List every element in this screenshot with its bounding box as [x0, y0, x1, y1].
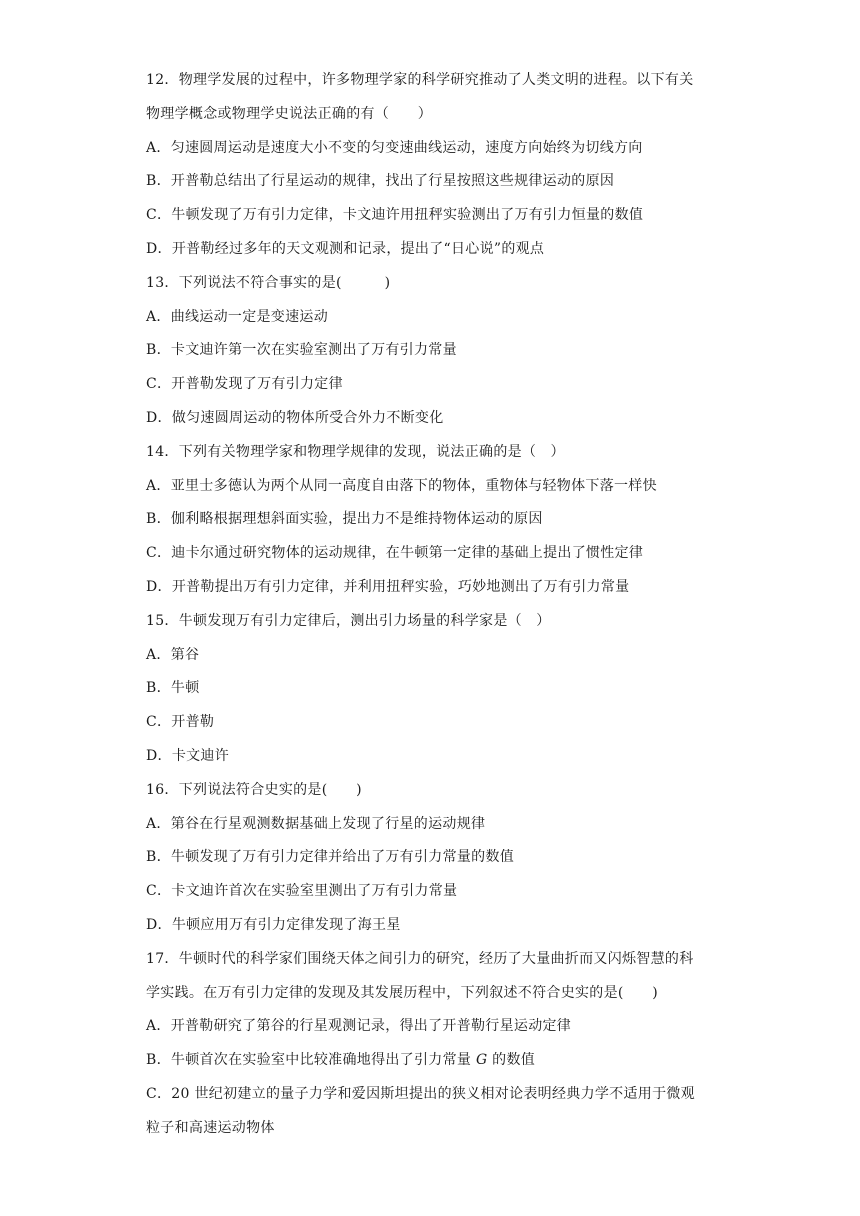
option-c-continued: 粒子和高速运动物体: [146, 1119, 275, 1136]
option-c: C．开普勒发现了万有引力定律: [146, 376, 343, 393]
option-a: A．曲线运动一定是变速运动: [146, 308, 329, 325]
question-13: [146, 267, 726, 436]
question-stem: 16．下列说法符合史实的是( ): [146, 781, 362, 798]
option-c: C．迪卡尔通过研究物体的运动规律，在牛顿第一定律的基础上提出了惯性定律: [146, 545, 644, 562]
option-d: D．开普勒经过多年的天文观测和记录，提出了“日心说”的观点: [146, 240, 545, 257]
option-d: D．牛顿应用万有引力定律发现了海王星: [146, 916, 401, 933]
option-c: C．卡文迪许首次在实验室里测出了万有引力常量: [146, 883, 458, 900]
question-stem-continued: 物理学概念或物理学史说法正确的有（ ）: [146, 105, 432, 122]
option-b-text: B．牛顿首次在实验室中比较准确地得出了引力常量: [146, 1052, 476, 1069]
option-a: A．亚里士多德认为两个从同一高度自由落下的物体，重物体与轻物体下落一样快: [146, 477, 657, 494]
question-17: [146, 943, 726, 1146]
option-a: A．第谷在行星观测数据基础上发现了行星的运动规律: [146, 815, 486, 832]
option-d: D．卡文迪许: [146, 747, 230, 764]
option-d: D．开普勒提出万有引力定律，并利用扭秤实验，巧妙地测出了万有引力常量: [146, 578, 630, 595]
option-d: D．做匀速圆周运动的物体所受合外力不断变化: [146, 409, 444, 426]
question-14: [146, 436, 726, 605]
question-stem: 12．物理学发展的过程中，许多物理学家的科学研究推动了人类文明的进程。以下有关: [146, 72, 694, 88]
question-16: [146, 774, 726, 943]
question-12: [146, 64, 726, 267]
question-15: [146, 605, 726, 774]
option-b: B．伽利略根据理想斜面实验，提出力不是维持物体运动的原因: [146, 511, 543, 528]
option-b: B．开普勒总结出了行星运动的规律，找出了行星按照这些规律运动的原因: [146, 173, 615, 190]
option-b: B．卡文迪许第一次在实验室测出了万有引力常量: [146, 342, 457, 359]
option-b-text-end: 的数值: [487, 1052, 536, 1069]
option-c: C．20 世纪初建立的量子力学和爱因斯坦提出的狭义相对论表明经典力学不适用于微观: [146, 1085, 695, 1102]
option-c: C．开普勒: [146, 714, 215, 731]
option-b: B．牛顿发现了万有引力定律并给出了万有引力常量的数值: [146, 849, 515, 866]
question-stem: 17．牛顿时代的科学家们围绕天体之间引力的研究，经历了大量曲折而又闪烁智慧的科: [146, 950, 694, 967]
option-b: [146, 1044, 726, 1078]
question-stem: 15．牛顿发现万有引力定律后，测出引力场量的科学家是（ ）: [146, 612, 551, 629]
question-stem: 13．下列说法不符合事实的是( ): [146, 274, 391, 291]
gravitational-constant-symbol: G: [475, 1052, 488, 1069]
option-a: A．第谷: [146, 646, 200, 663]
option-a: A．开普勒研究了第谷的行星观测记录，得出了开普勒行星运动定律: [146, 1018, 572, 1035]
option-a: A．匀速圆周运动是速度大小不变的匀变速曲线运动，速度方向始终为切线方向: [146, 139, 643, 156]
question-document: [146, 64, 726, 1146]
option-c: C．牛顿发现了万有引力定律，卡文迪许用扭秤实验测出了万有引力恒量的数值: [146, 207, 644, 224]
option-b: B．牛顿: [146, 680, 200, 697]
question-stem: 14．下列有关物理学家和物理学规律的发现，说法正确的是（ ）: [146, 443, 565, 460]
question-stem-continued: 学实践。在万有引力定律的发现及其发展历程中，下列叙述不符合史实的是( ): [146, 984, 659, 1001]
